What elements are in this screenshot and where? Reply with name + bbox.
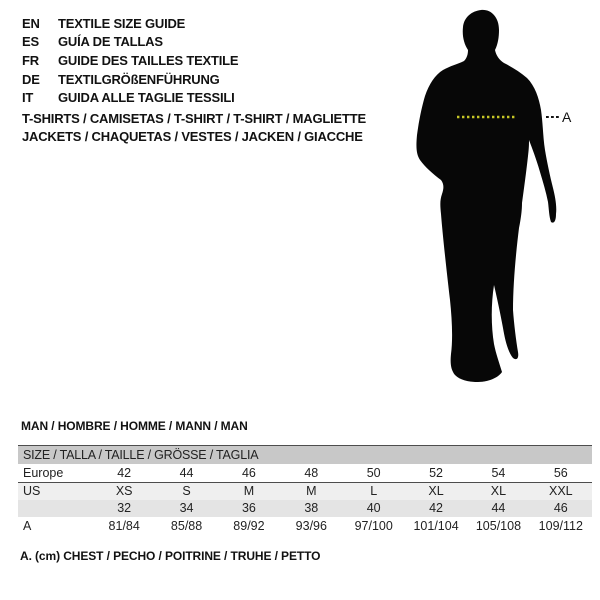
- language-label: GUIDA ALLE TAGLIE TESSILI: [58, 90, 235, 106]
- section-title-man: MAN / HOMBRE / HOMME / MANN / MAN: [21, 419, 248, 433]
- size-cell: 42: [117, 466, 132, 480]
- size-cell: 36: [241, 501, 256, 515]
- size-cell: 85/88: [170, 519, 203, 533]
- language-label: GUIDE DES TAILLES TEXTILE: [58, 52, 239, 68]
- language-row: [22, 51, 238, 70]
- man-silhouette: [416, 10, 556, 382]
- language-row: [22, 88, 238, 107]
- size-table-header: SIZE / TALLA / TAILLE / GRÖSSE / TAGLIA: [18, 446, 592, 464]
- size-table: [18, 445, 592, 535]
- size-cell: 48: [304, 466, 319, 480]
- language-row: [22, 70, 238, 89]
- size-cell: XS: [115, 484, 133, 498]
- row-label: Europe: [23, 466, 64, 480]
- language-code: EN: [22, 15, 40, 31]
- language-code: IT: [22, 90, 34, 106]
- size-cell: 97/100: [354, 519, 393, 533]
- size-cell: 46: [241, 466, 256, 480]
- language-code: ES: [22, 34, 39, 50]
- footnote-chest-legend: A. (cm) CHEST / PECHO / POITRINE / TRUHE / PETTO: [20, 549, 321, 563]
- language-code: DE: [22, 71, 40, 87]
- size-cell: 101/104: [413, 519, 459, 533]
- size-cell: M: [306, 484, 317, 498]
- man-figure: [408, 4, 578, 400]
- language-label: TEXTILE SIZE GUIDE: [58, 15, 186, 31]
- size-cell: 52: [429, 466, 444, 480]
- size-cell: 54: [491, 466, 506, 480]
- language-code: FR: [22, 52, 39, 68]
- size-cell: 89/92: [233, 519, 265, 533]
- size-cell: 50: [366, 466, 381, 480]
- language-list: [22, 14, 238, 107]
- size-cell: 32: [117, 501, 132, 515]
- size-cell: 81/84: [108, 519, 140, 533]
- category-list: [22, 110, 366, 145]
- language-label: TEXTILGRÖßENFÜHRUNG: [58, 71, 220, 87]
- size-cell: XL: [490, 484, 507, 498]
- size-cell: 42: [429, 501, 444, 515]
- size-cell: 93/96: [295, 519, 327, 533]
- size-cell: 34: [179, 501, 194, 515]
- size-cell: L: [370, 484, 378, 498]
- size-cell: 38: [304, 501, 319, 515]
- row-label: US: [23, 484, 41, 498]
- language-row: [22, 33, 238, 52]
- size-cell: M: [243, 484, 255, 498]
- row-label: [18, 500, 93, 517]
- size-cell: XL: [428, 484, 444, 498]
- size-cell: 105/108: [475, 519, 522, 533]
- size-cell: 44: [179, 466, 194, 480]
- size-cell: S: [182, 484, 191, 498]
- category-jackets: JACKETS / CHAQUETAS / VESTES / JACKEN / GIACCHE: [22, 128, 363, 144]
- size-cell: 40: [366, 501, 381, 515]
- size-cell: 56: [553, 466, 568, 480]
- table-row-europe: [18, 464, 592, 483]
- table-row-chest-a: [18, 517, 592, 535]
- size-cell: 44: [491, 501, 506, 515]
- row-label: A: [23, 519, 32, 533]
- language-row: [22, 14, 238, 33]
- table-row-us: [18, 483, 592, 500]
- category-tshirts: T-SHIRTS / CAMISETAS / T-SHIRT / T-SHIRT / MAGLIETTE: [22, 111, 366, 127]
- size-cell: XXL: [548, 484, 573, 498]
- size-cell: 46: [553, 501, 568, 515]
- size-cell: 109/112: [538, 519, 583, 533]
- table-row-numeric: [18, 500, 592, 517]
- language-label: GUÍA DE TALLAS: [58, 34, 163, 50]
- measure-label-a: A: [562, 109, 572, 125]
